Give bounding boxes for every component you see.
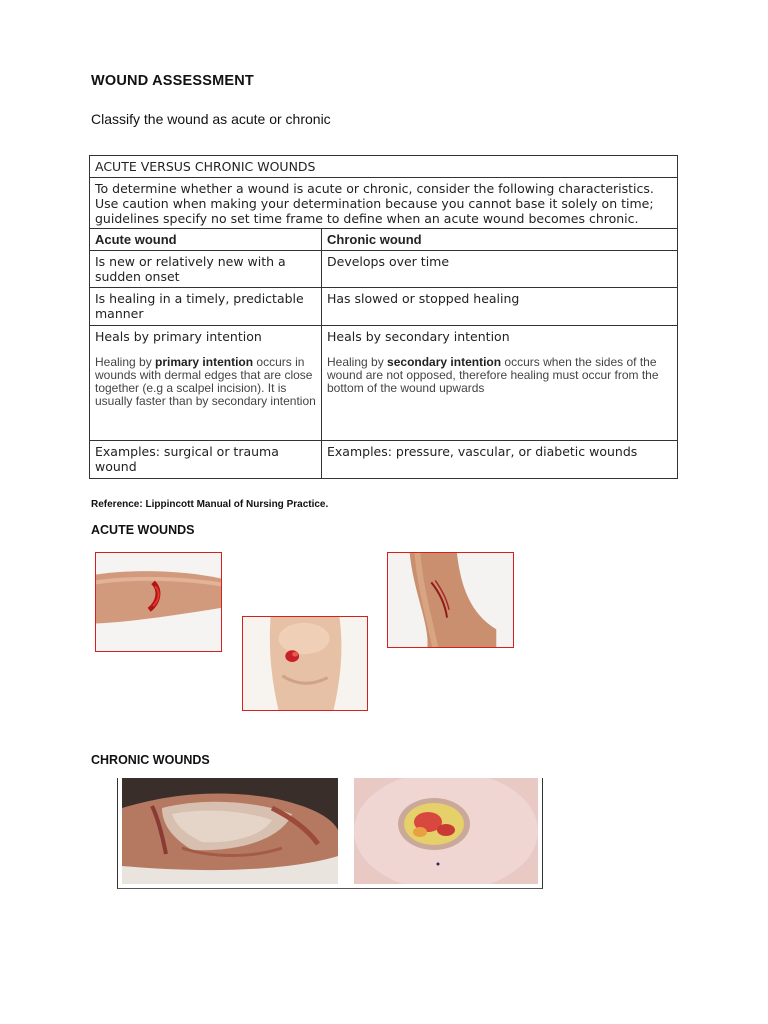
chronic-wound-photo-leg-ulcer (122, 778, 338, 884)
table-row (90, 288, 678, 326)
comparison-table (89, 155, 678, 479)
acute-healing-label: Heals by primary intention (95, 329, 262, 344)
page-subtitle: Classify the wound as acute or chronic (91, 111, 331, 127)
acute-cell: Is healing in a timely, predictable manner (90, 288, 322, 326)
acute-cell: Is new or relatively new with a sudden onset (90, 251, 322, 288)
chronic-cell: Examples: pressure, vascular, or diabetic wounds (322, 441, 678, 479)
table-heading: ACUTE VERSUS CHRONIC WOUNDS (90, 156, 678, 178)
primary-intention-note: Healing by primary intention occurs in wounds with dermal edges that are close together (e.g a scalpel incision). It is usually faster than by secondary intention (95, 355, 316, 408)
page-title: WOUND ASSESSMENT (91, 73, 254, 89)
chronic-wound-photo-pressure-ulcer (354, 778, 538, 884)
table-row (90, 326, 678, 441)
acute-cell (90, 326, 322, 441)
chronic-wounds-heading: CHRONIC WOUNDS (91, 753, 210, 767)
chronic-cell: Has slowed or stopped healing (322, 288, 678, 326)
chronic-wounds-photo-strip (117, 778, 543, 889)
column-header-chronic: Chronic wound (322, 229, 678, 251)
chronic-cell: Develops over time (322, 251, 678, 288)
acute-wounds-heading: ACUTE WOUNDS (91, 523, 195, 537)
table-intro: To determine whether a wound is acute or chronic, consider the following characteristics. Use caution when making your determination because you cannot base it solely on time; guidelines specify no set time frame to define when an acute wound becomes chronic. (90, 178, 678, 229)
chronic-healing-label: Heals by secondary intention (327, 329, 510, 344)
table-row (90, 441, 678, 479)
column-header-acute: Acute wound (90, 229, 322, 251)
acute-wound-photo-leg (387, 552, 514, 648)
table-row (90, 251, 678, 288)
secondary-intention-note: Healing by secondary intention occurs when the sides of the wound are not opposed, therefore healing must occur from the bottom of the wound upwards (327, 355, 659, 395)
acute-wound-photo-forearm (95, 552, 222, 652)
chronic-cell (322, 326, 678, 441)
acute-wound-photo-knee (242, 616, 368, 711)
acute-cell: Examples: surgical or trauma wound (90, 441, 322, 479)
reference-note: Reference: Lippincott Manual of Nursing Practice. (91, 499, 329, 510)
